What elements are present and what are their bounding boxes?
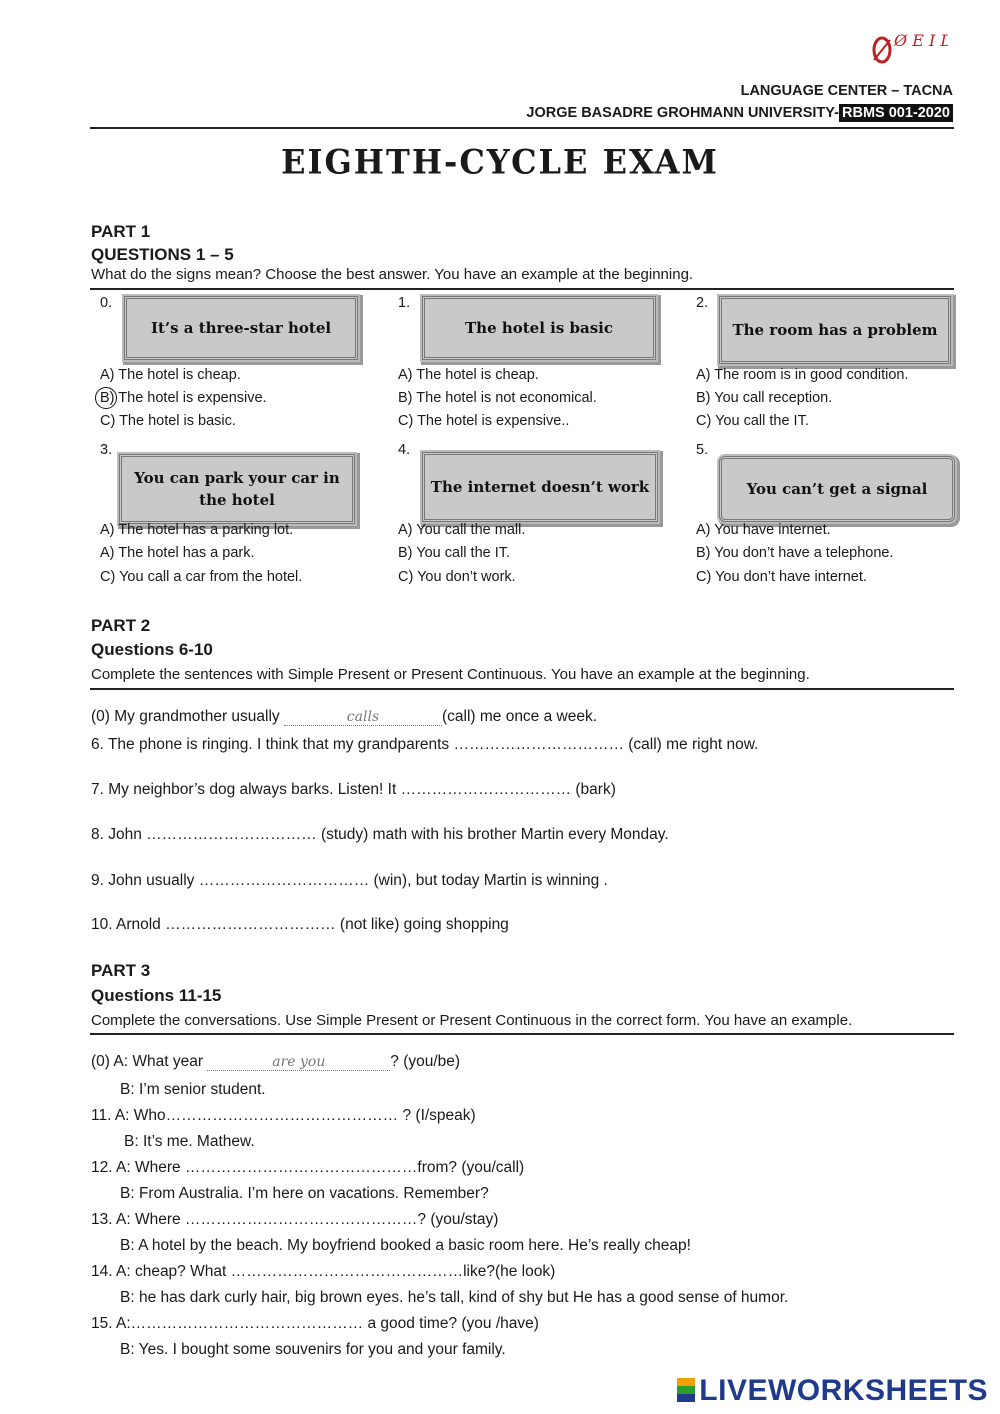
question-10[interactable]: 10. Arnold …………………………… (not like) going shopping: [91, 916, 509, 933]
part1-rule: [90, 288, 954, 290]
question-number: 3.: [100, 442, 113, 458]
reply-11: B: It’s me. Mathew.: [124, 1133, 255, 1150]
part1-instruction: What do the signs mean? Choose the best answer. You have an example at the beginning.: [91, 266, 694, 283]
example-answer: are you: [207, 1054, 390, 1071]
part2-instruction: Complete the sentences with Simple Present or Present Continuous. You have an example at the beginning.: [91, 666, 810, 683]
option[interactable]: B) You call the IT.: [398, 545, 511, 561]
question-14[interactable]: 14. A: cheap? What ………………………………………like?(he look): [91, 1263, 556, 1280]
question-number: 5.: [696, 442, 709, 458]
option[interactable]: C) The hotel is expensive..: [398, 413, 570, 429]
question-6[interactable]: 6. The phone is ringing. I think that my grandparents …………………………… (call) me right now.: [91, 736, 759, 753]
part1-heading: PART 1: [91, 222, 151, 241]
part2-questions: Questions 6-10: [91, 640, 213, 659]
part3-heading: PART 3: [91, 961, 151, 980]
sign-q1: The hotel is basic: [422, 296, 656, 360]
reply-15: B: Yes. I bought some souvenirs for you and your family.: [120, 1341, 506, 1358]
example-answer: calls: [284, 709, 442, 726]
option[interactable]: A) The hotel has a parking lot.: [100, 522, 294, 538]
example-suffix: ? (you/be): [390, 1053, 461, 1070]
option[interactable]: A) The hotel has a park.: [100, 545, 255, 561]
option[interactable]: B) You don’t have a telephone.: [696, 545, 894, 561]
option[interactable]: A) The hotel is cheap.: [398, 367, 539, 383]
option[interactable]: A) You have internet.: [696, 522, 831, 538]
part2-heading: PART 2: [91, 616, 151, 635]
part3-questions: Questions 11-15: [91, 986, 222, 1005]
question-13[interactable]: 13. A: Where ………………………………………? (you/stay): [91, 1211, 499, 1228]
reply-14: B: he has dark curly hair, big brown eyes. he’s tall, kind of shy but He has a good sense of humor.: [120, 1289, 789, 1306]
option[interactable]: C) You don’t work.: [398, 569, 516, 585]
question-number: 1.: [398, 295, 411, 311]
page-title: EIGHTH-CYCLE EXAM: [281, 142, 719, 182]
rbms-badge: RBMS 001-2020: [839, 104, 953, 122]
option[interactable]: C) You call a car from the hotel.: [100, 569, 303, 585]
option[interactable]: B) You call reception.: [696, 390, 833, 406]
sign-example: It’s a three-star hotel: [124, 296, 358, 360]
part1-questions: QUESTIONS 1 – 5: [91, 245, 234, 264]
question-8[interactable]: 8. John …………………………… (study) math with his brother Martin every Monday.: [91, 826, 669, 843]
option[interactable]: A) The room is in good condition.: [696, 367, 909, 383]
option[interactable]: B) The hotel is not economical.: [398, 390, 597, 406]
reply-12: B: From Australia. I’m here on vacations. Remember?: [120, 1185, 489, 1202]
option-selected[interactable]: B) The hotel is expensive.: [100, 390, 267, 406]
example-sentence: [91, 708, 597, 726]
question-11[interactable]: 11. A: Who……………………………………… ? (I/speak): [91, 1107, 476, 1124]
question-7[interactable]: 7. My neighbor’s dog always barks. Listen! It …………………………… (bark): [91, 781, 616, 798]
example-suffix: (call) me once a week.: [441, 708, 598, 725]
sign-q2: The room has a problem: [719, 296, 951, 364]
liveworksheets-logo[interactable]: [677, 1374, 988, 1408]
example-reply: B: I’m senior student.: [120, 1081, 266, 1098]
question-9[interactable]: 9. John usually …………………………… (win), but today Martin is winning .: [91, 872, 608, 889]
answer-circle: [95, 387, 117, 409]
option[interactable]: C) You don’t have internet.: [696, 569, 867, 585]
institution-logo: [868, 20, 948, 70]
option[interactable]: C) You call the IT.: [696, 413, 809, 429]
header-rule: [90, 127, 954, 129]
part3-rule: [90, 1033, 954, 1035]
question-12[interactable]: 12. A: Where ………………………………………from? (you/call): [91, 1159, 525, 1176]
header-line-1: LANGUAGE CENTER – TACNA: [740, 83, 953, 99]
university-name: JORGE BASADRE GROHMANN UNIVERSITY-: [526, 105, 839, 121]
option[interactable]: A) You call the mall.: [398, 522, 526, 538]
question-number: 0.: [100, 295, 113, 311]
question-number: 4.: [398, 442, 411, 458]
header-line-2: [526, 105, 953, 121]
example-dialogue: [91, 1053, 460, 1071]
question-15[interactable]: 15. A:……………………………………… a good time? (you /have): [91, 1315, 539, 1332]
brand-mark-icon: [677, 1378, 695, 1402]
sign-q3: You can park your car in the hotel: [119, 454, 355, 524]
example-prefix: (0) My grandmother usually: [91, 708, 284, 725]
logo-text: Ø E I D: [894, 31, 948, 50]
sign-q4: The internet doesn’t work: [422, 452, 658, 522]
brand-text: LIVEWORKSHEETS: [699, 1374, 988, 1407]
reply-13: B: A hotel by the beach. My boyfriend booked a basic room here. He’s really cheap!: [120, 1237, 691, 1254]
option: C) The hotel is basic.: [100, 413, 236, 429]
part2-rule: [90, 688, 954, 690]
example-prefix: (0) A: What year: [91, 1053, 208, 1070]
question-number: 2.: [696, 295, 709, 311]
part3-instruction: Complete the conversations. Use Simple Present or Present Continuous in the correct form. You have an example.: [91, 1012, 853, 1029]
option: A) The hotel is cheap.: [100, 367, 241, 383]
sign-q5: You can’t get a signal: [719, 456, 955, 522]
